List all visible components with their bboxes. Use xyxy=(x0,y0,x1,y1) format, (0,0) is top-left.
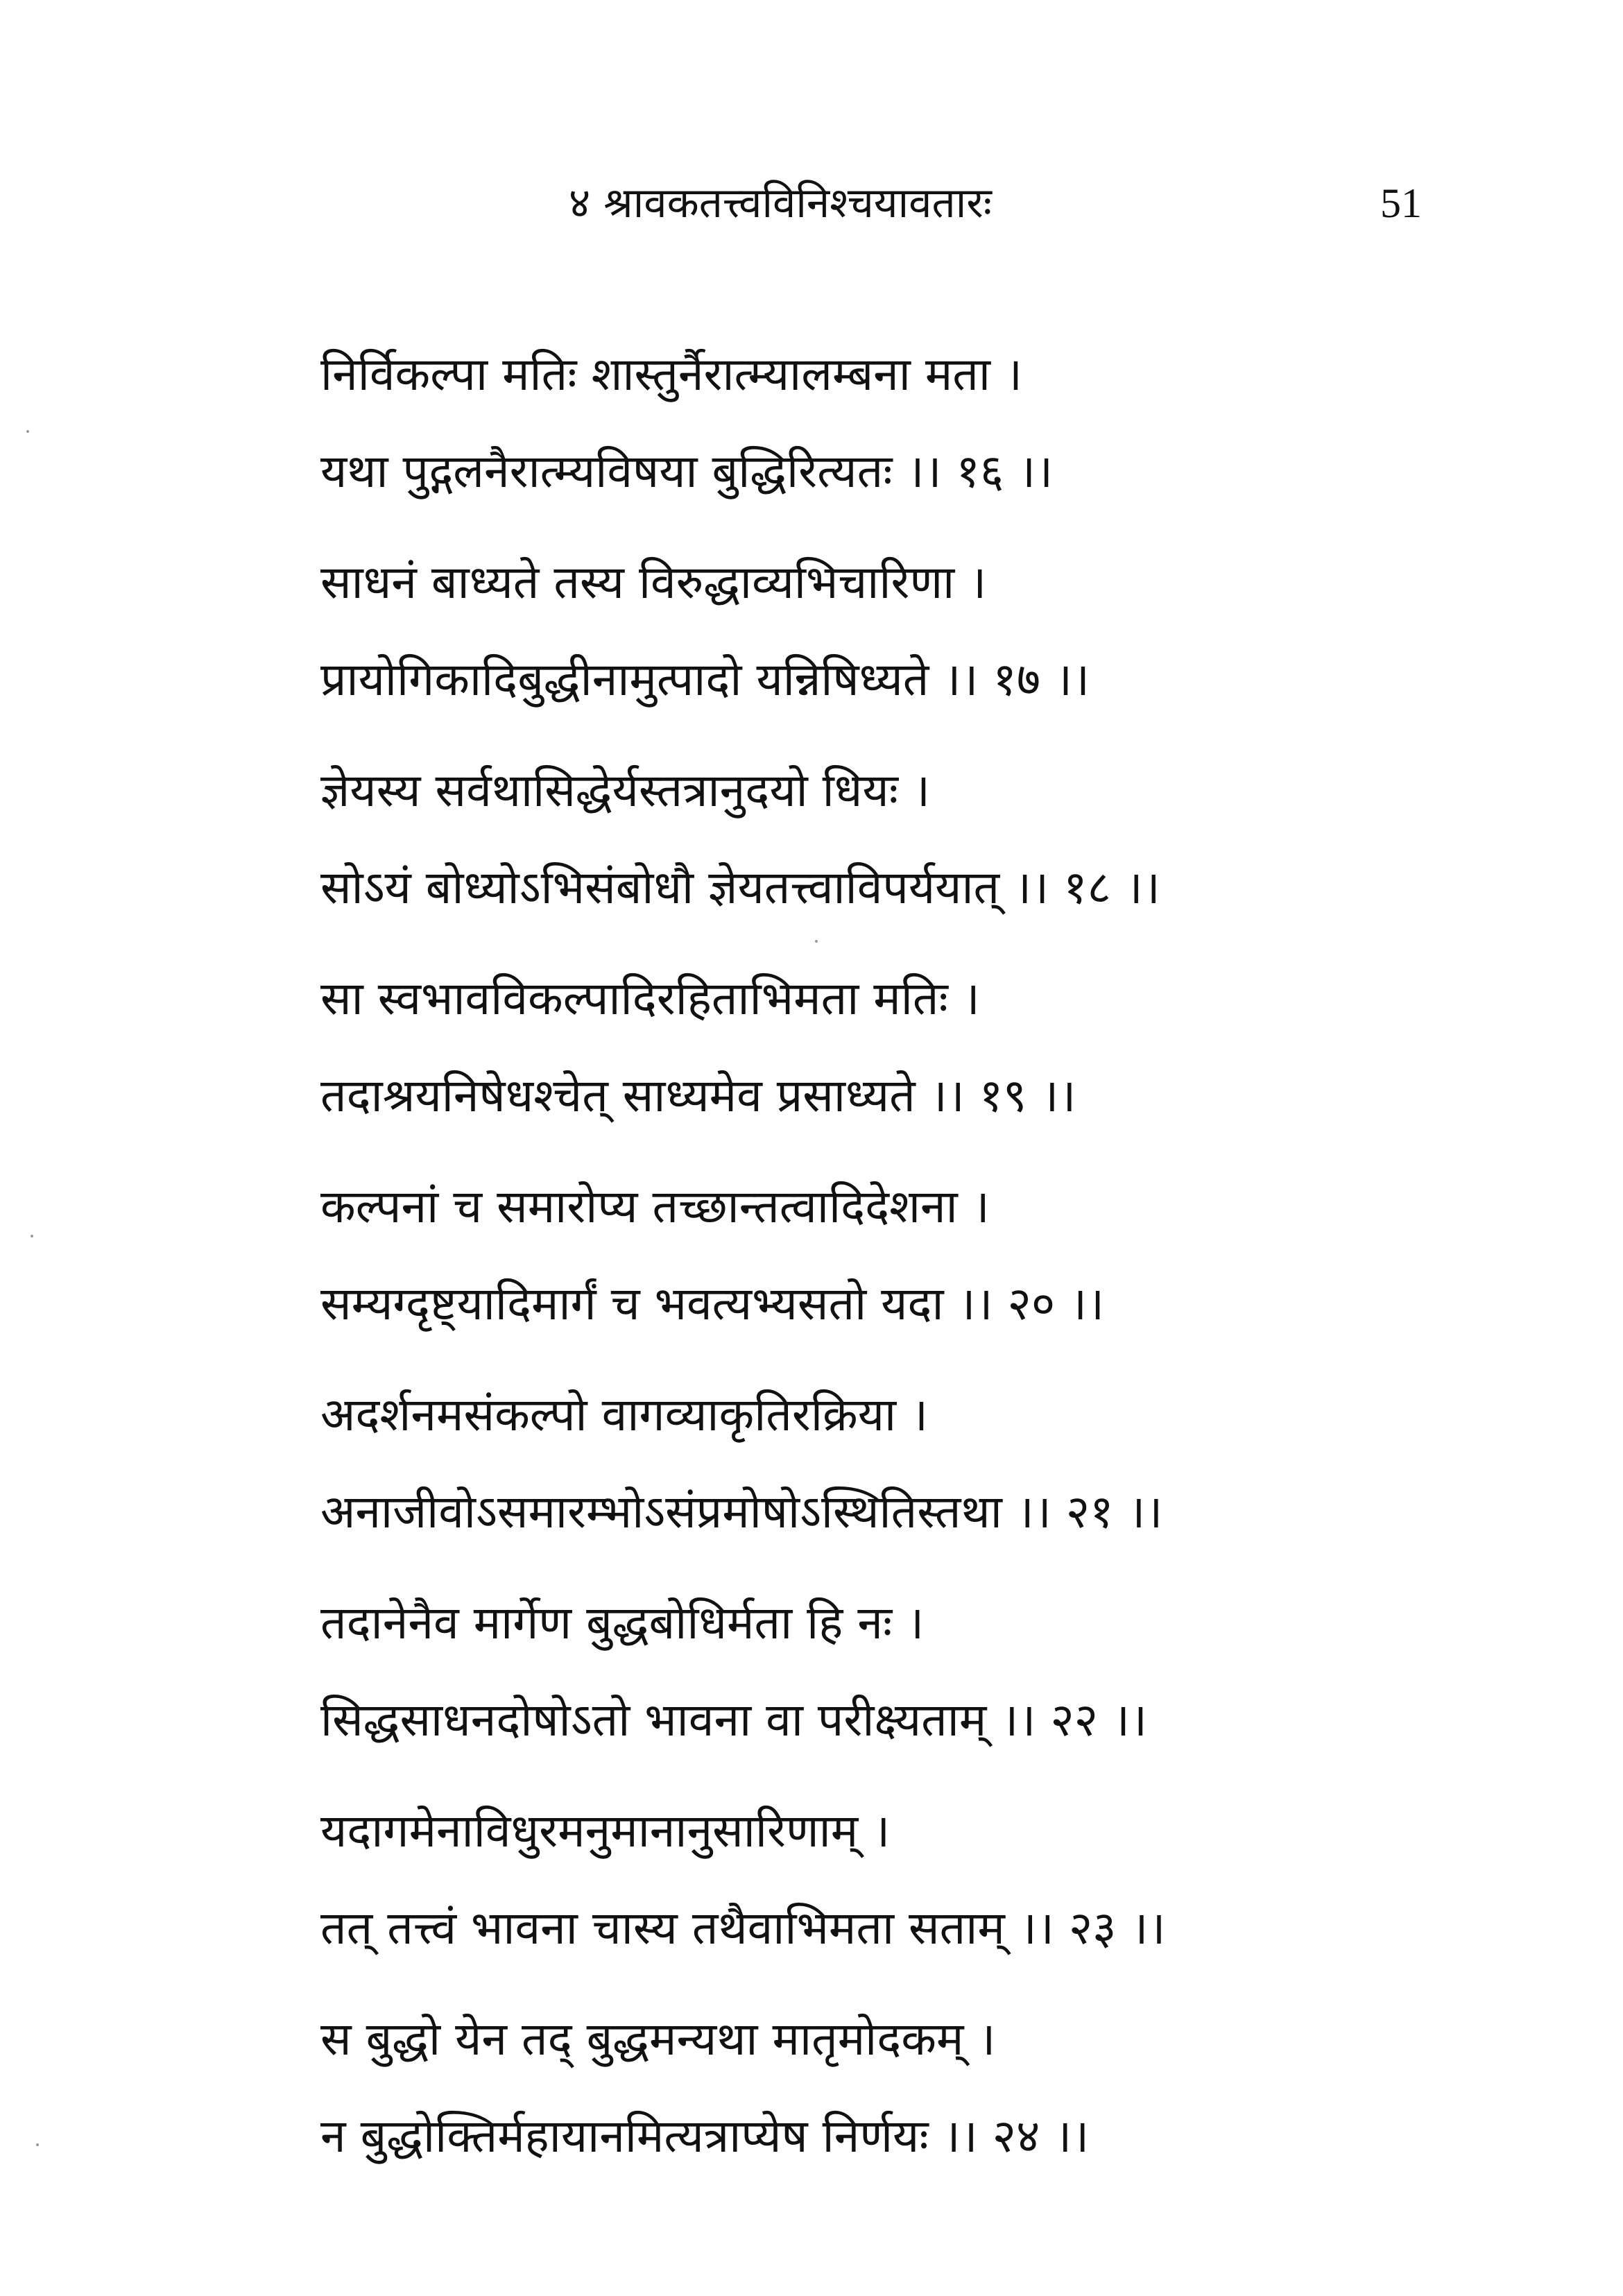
verse-line: ज्ञेयस्य सर्वथासिद्धेर्यस्तत्रानुदयो धियः । xyxy=(320,764,930,817)
verse-line: तत् तत्त्वं भावना चास्य तथैवाभिमता सताम् ।। २३ ।। xyxy=(320,1901,1166,1955)
verse-24 xyxy=(320,1991,1500,2199)
running-title: ४ श्रावकतत्त्वविनिश्चयावतारः xyxy=(569,179,992,228)
verse-19 xyxy=(320,950,1500,1158)
verse-line: यदागमेनाविधुरमनुमानानुसारिणाम् । xyxy=(320,1804,891,1858)
verse-line: निर्विकल्पा मतिः शास्तुर्नैरात्म्यालम्बना मता । xyxy=(320,348,1023,401)
verse-line: सोऽयं बोध्योऽभिसंबोधौ ज्ञेयतत्त्वाविपर्ययात् ।। १८ ।। xyxy=(320,861,1160,914)
scan-speck xyxy=(26,430,29,433)
verse-line: सम्यग्दृष्ट्यादिमार्गं च भवत्यभ्यसतो यदा ।। २० ।। xyxy=(320,1277,1105,1330)
verse-line: कल्पनां च समारोप्य तच्छान्तत्वादिदेशना । xyxy=(320,1180,990,1233)
verse-21 xyxy=(320,1367,1500,1575)
verse-23 xyxy=(320,1783,1500,1991)
verse-18 xyxy=(320,742,1500,950)
verse-22 xyxy=(320,1575,1500,1783)
verse-line: तदाश्रयनिषेधश्चेत् साध्यमेव प्रसाध्यते ।। १९ ।। xyxy=(320,1069,1076,1122)
verse-list xyxy=(320,326,1500,2199)
verse-line: तदानेनैव मार्गेण बुद्धबोधिर्मता हि नः । xyxy=(320,1596,925,1650)
page-header xyxy=(0,172,1623,234)
verse-line: यथा पुद्गलनैरात्म्यविषया बुद्धिरित्यतः ।। १६ ।। xyxy=(320,445,1054,498)
verse-line: अदर्शनमसंकल्पो वागव्याकृतिरक्रिया । xyxy=(320,1388,929,1441)
verse-line: साधनं बाध्यते तस्य विरुद्धाव्यभिचारिणा । xyxy=(320,556,987,609)
verse-line: स बुद्धो येन तद् बुद्धमन्यथा मातृमोदकम् । xyxy=(320,2012,996,2066)
verse-line: सा स्वभावविकल्पादिरहिताभिमता मतिः । xyxy=(320,972,980,1025)
page-number: 51 xyxy=(1380,180,1422,226)
scan-speck xyxy=(31,1235,33,1237)
scan-speck xyxy=(36,2143,39,2146)
verse-line: अनाजीवोऽसमारम्भोऽसंप्रमोषोऽस्थितिस्तथा ।। २१ ।। xyxy=(320,1485,1163,1539)
verse-line: न बुद्धोक्तिर्महायानमित्यत्राप्येष निर्णयः ।। २४ ।। xyxy=(320,2109,1090,2163)
verse-line: सिद्धसाधनदोषोऽतो भावना वा परीक्ष्यताम् ।। २२ ।। xyxy=(320,1693,1147,1747)
verse-17 xyxy=(320,534,1500,742)
scan-speck xyxy=(815,940,818,943)
verse-16 xyxy=(320,326,1500,534)
verse-line: प्रायोगिकादिबुद्धीनामुत्पादो यन्निषिध्यते ।। १७ ।। xyxy=(320,653,1090,706)
verse-20 xyxy=(320,1158,1500,1367)
